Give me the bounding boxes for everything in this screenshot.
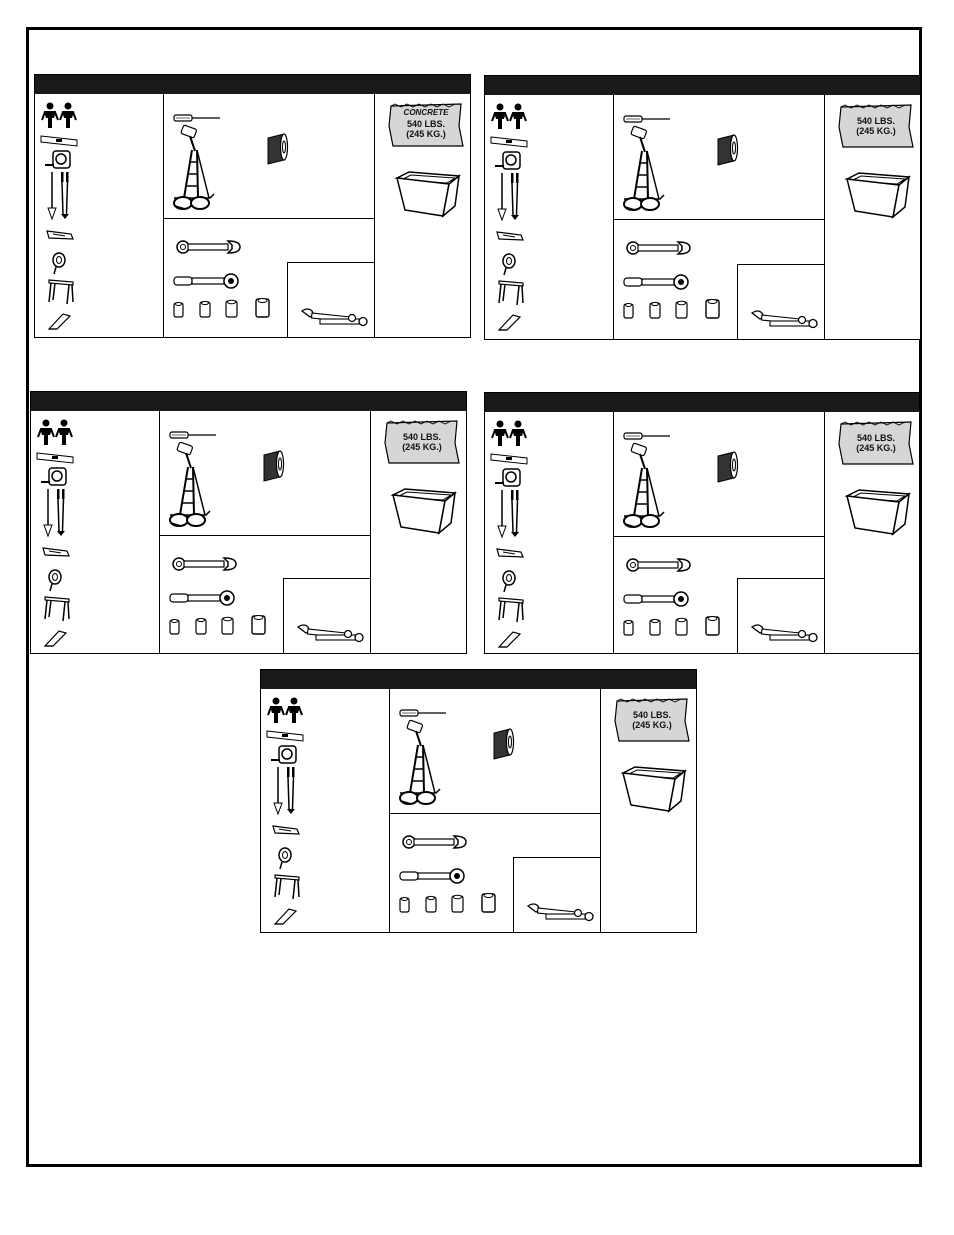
utility-knife-icon [273,823,301,837]
safety-glasses-icon [168,509,212,529]
tape-measure-icon [271,744,297,764]
mixing-tub-icon [845,490,911,536]
tool-panel-3 [30,391,467,654]
bag-weight-metric-label: (245 KG.) [856,443,896,453]
level-icon [41,134,79,146]
general-tools-column [35,94,164,337]
tape-roll-icon [490,729,514,761]
wrench-sub-box [737,264,824,339]
tape-measure-icon [41,466,67,486]
combination-wrench-icon [626,240,692,256]
two-people-icon [37,419,73,445]
wrench-sub-box [283,578,370,653]
two-people-icon [491,103,527,129]
ratchet-icon [174,273,240,289]
string-line-icon [277,847,293,869]
concrete-bag-icon [613,697,691,743]
mixing-tub-icon [845,173,911,219]
general-tools-column [485,95,614,339]
hand-tools-column [614,412,825,653]
safety-glasses-icon [622,193,666,213]
wrench-sub-box [737,578,824,653]
sawhorse-icon [497,279,525,305]
post-hole-digger-icon [509,173,521,221]
level-icon [491,135,529,147]
hand-tools-upper [390,689,600,814]
hand-tools-lower [614,537,824,653]
two-people-icon [491,420,527,446]
hand-tools-column [390,689,601,932]
two-people-icon [267,697,303,723]
hammer-icon [632,128,650,152]
hand-tools-lower [390,814,600,932]
bag-brand-label: CONCRETE [403,108,449,117]
level-icon [37,451,75,463]
adjustable-wrench-icon [750,623,818,645]
materials-column [825,95,920,339]
ratchet-icon [624,274,690,290]
mixing-tub-icon [395,172,461,218]
ratchet-icon [624,591,690,607]
bag-weight-metric-label: (245 KG.) [856,126,896,136]
tape-roll-icon [714,135,738,167]
materials-column [825,412,919,653]
bag-weight-label: 540 LBS. [402,432,442,442]
hand-tools-upper [164,94,374,219]
adjustable-wrench-icon [750,309,818,331]
tool-panel-1 [34,74,471,338]
two-people-icon [41,102,77,128]
post-hole-digger-icon [285,767,297,815]
combination-wrench-icon [172,556,238,572]
sawhorse-icon [497,596,525,622]
string-line-icon [47,569,63,591]
bag-weight-label: 540 LBS. [632,710,672,720]
socket-set-icon [172,297,272,319]
concrete-bag-icon [837,420,915,466]
hammer-icon [182,127,200,151]
tool-panel-2 [484,75,921,340]
post-hole-digger-icon [59,172,71,220]
panel-header-bar [485,76,920,95]
tape-measure-icon [495,150,521,170]
mixing-tub-icon [621,767,687,813]
wrench-sub-box [513,857,600,932]
ratchet-icon [170,590,236,606]
panel-header-bar [485,393,919,412]
sawhorse-icon [273,873,301,899]
panel-header-bar [261,670,696,689]
hand-tools-upper [614,95,824,220]
level-icon [491,452,529,464]
tape-roll-icon [260,451,284,483]
tool-panel-4 [484,392,920,654]
combination-wrench-icon [626,557,692,573]
hand-tools-upper [160,411,370,536]
socket-set-icon [622,298,722,320]
panel-header-bar [35,75,470,94]
string-line-icon [501,570,517,592]
materials-column [371,411,466,653]
hand-tools-upper [614,412,824,537]
general-tools-column [31,411,160,653]
safety-glasses-icon [622,510,666,530]
shovel-icon [497,173,507,221]
hand-tools-lower [160,536,370,653]
hand-tools-lower [614,220,824,339]
post-hole-digger-icon [55,489,67,537]
string-line-icon [51,252,67,274]
tape-roll-icon [714,452,738,484]
bag-weight-metric-label: (245 KG.) [632,720,672,730]
step-ladder-icon [184,150,210,198]
step-ladder-icon [180,467,206,515]
general-tools-column [485,412,614,653]
socket-set-icon [622,615,722,637]
screwdriver-icon [624,115,672,123]
shovel-icon [47,172,57,220]
combination-wrench-icon [176,239,242,255]
level-icon [267,729,305,741]
screwdriver-icon [624,432,672,440]
wrench-sub-box [287,262,374,337]
screwdriver-icon [174,114,222,122]
general-tools-column [261,689,390,932]
wedge-icon [275,907,297,925]
bag-weight-label: 540 LBS. [406,119,446,129]
shovel-icon [273,767,283,815]
bag-weight-label: 540 LBS. [856,433,896,443]
bag-weight-metric-label: (245 KG.) [402,442,442,452]
combination-wrench-icon [402,834,468,850]
mixing-tub-icon [391,489,457,535]
hand-tools-column [160,411,371,653]
hammer-icon [178,444,196,468]
hand-tools-column [164,94,375,337]
sawhorse-icon [43,595,71,621]
panel-header-bar [31,392,466,411]
adjustable-wrench-icon [300,307,368,329]
socket-set-icon [398,892,498,914]
string-line-icon [501,253,517,275]
ratchet-icon [400,868,466,884]
bag-weight-metric-label: (245 KG.) [406,129,446,139]
tape-roll-icon [264,134,288,166]
step-ladder-icon [634,151,660,199]
shovel-icon [497,490,507,538]
bag-weight-label: 540 LBS. [856,116,896,126]
safety-glasses-icon [172,192,216,212]
tape-measure-icon [495,467,521,487]
shovel-icon [43,489,53,537]
concrete-bag-icon [383,419,461,465]
screwdriver-icon [170,431,218,439]
tool-panel-5 [260,669,697,933]
hammer-icon [408,722,426,746]
wedge-icon [45,629,67,647]
materials-column [375,94,470,337]
step-ladder-icon [410,745,436,793]
socket-set-icon [168,614,268,636]
utility-knife-icon [497,229,525,243]
post-hole-digger-icon [509,490,521,538]
adjustable-wrench-icon [526,902,594,924]
hand-tools-column [614,95,825,339]
sawhorse-icon [47,278,75,304]
wedge-icon [49,312,71,330]
safety-glasses-icon [398,787,442,807]
hand-tools-lower [164,219,374,337]
step-ladder-icon [634,468,660,516]
screwdriver-icon [400,709,448,717]
adjustable-wrench-icon [296,623,364,645]
utility-knife-icon [497,546,525,560]
concrete-bag-icon [837,103,915,149]
utility-knife-icon [43,545,71,559]
wedge-icon [499,313,521,331]
tape-measure-icon [45,149,71,169]
materials-column [601,689,696,932]
concrete-bag-icon [387,102,465,148]
wedge-icon [499,630,521,648]
hammer-icon [632,445,650,469]
utility-knife-icon [47,228,75,242]
